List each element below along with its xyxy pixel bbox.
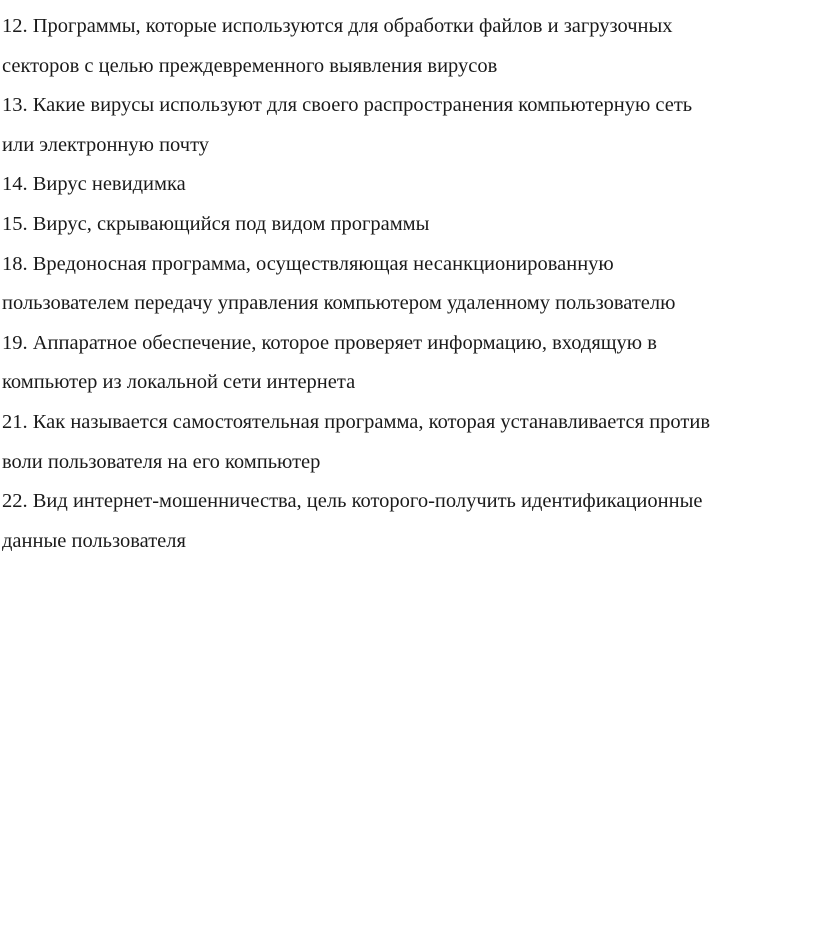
question-line: данные пользователя — [2, 529, 186, 552]
question-line: компьютер из локальной сети интернета — [2, 371, 356, 394]
question-item-21 — [2, 403, 812, 482]
question-line: пользователем передачу управления компьютером удаленному пользователю — [2, 292, 676, 315]
question-line: 13. Какие вирусы используют для своего распространения компьютерную сеть — [2, 94, 693, 117]
question-item-18 — [2, 245, 812, 324]
question-item-22 — [2, 482, 812, 561]
question-item-15 — [2, 205, 812, 245]
question-line: 21. Как называется самостоятельная программа, которая устанавливается против — [2, 410, 711, 433]
question-line: 18. Вредоносная программа, осуществляющая несанкционированную — [2, 252, 614, 275]
question-line: секторов с целью преждевременного выявления вирусов — [2, 54, 498, 77]
question-line: 22. Вид интернет-мошенничества, цель которого-получить идентификационные — [2, 490, 703, 513]
question-line: воли пользователя на его компьютер — [2, 450, 321, 473]
question-line: 12. Программы, которые используются для обработки файлов и загрузочных — [2, 15, 673, 37]
document-body — [2, 7, 812, 561]
question-item-12 — [2, 7, 812, 86]
question-item-13 — [2, 86, 812, 165]
question-line: 15. Вирус, скрывающийся под видом программы — [2, 212, 430, 235]
question-line: 14. Вирус невидимка — [2, 173, 186, 196]
question-item-19 — [2, 324, 812, 403]
question-line: или электронную почту — [2, 133, 210, 156]
question-line: 19. Аппаратное обеспечение, которое проверяет информацию, входящую в — [2, 331, 657, 354]
question-item-14 — [2, 165, 812, 205]
